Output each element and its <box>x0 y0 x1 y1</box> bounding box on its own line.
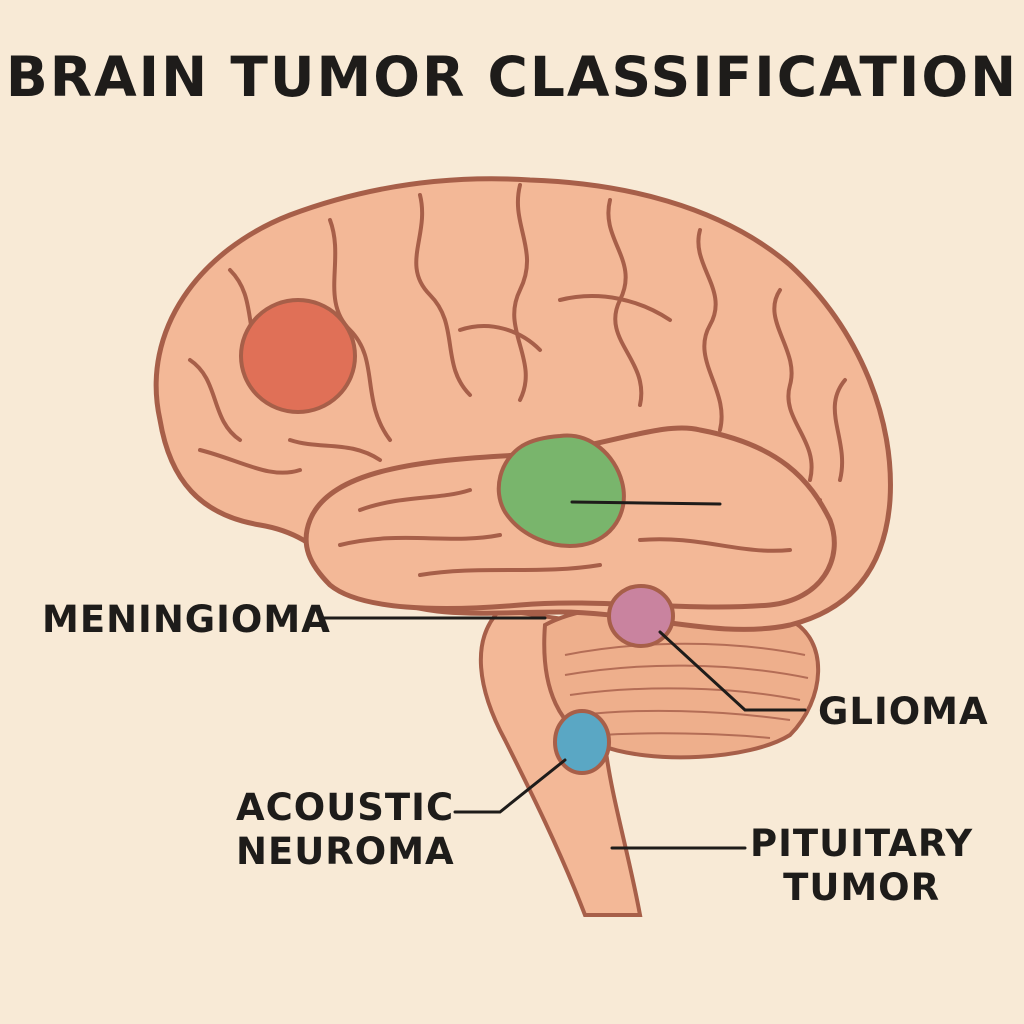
red-tumor <box>241 300 355 412</box>
acoustic-neuroma-label-line2: NEUROMA <box>236 830 455 873</box>
acoustic-neuroma-label-line1: ACOUSTIC <box>236 786 455 829</box>
pituitary-tumor-label <box>750 822 973 910</box>
acoustic-neuroma-label <box>236 786 455 874</box>
pituitary-tumor-label-line1: PITUITARY <box>750 822 974 865</box>
pituitary-tumor-label-line2: TUMOR <box>783 866 941 909</box>
meningioma-label: MENINGIOMA <box>42 598 331 641</box>
blue-tumor <box>555 711 609 773</box>
page-title: BRAIN TUMOR CLASSIFICATION <box>5 45 1019 109</box>
green-tumor-line <box>572 502 720 504</box>
glioma-label: GLIOMA <box>818 690 989 733</box>
